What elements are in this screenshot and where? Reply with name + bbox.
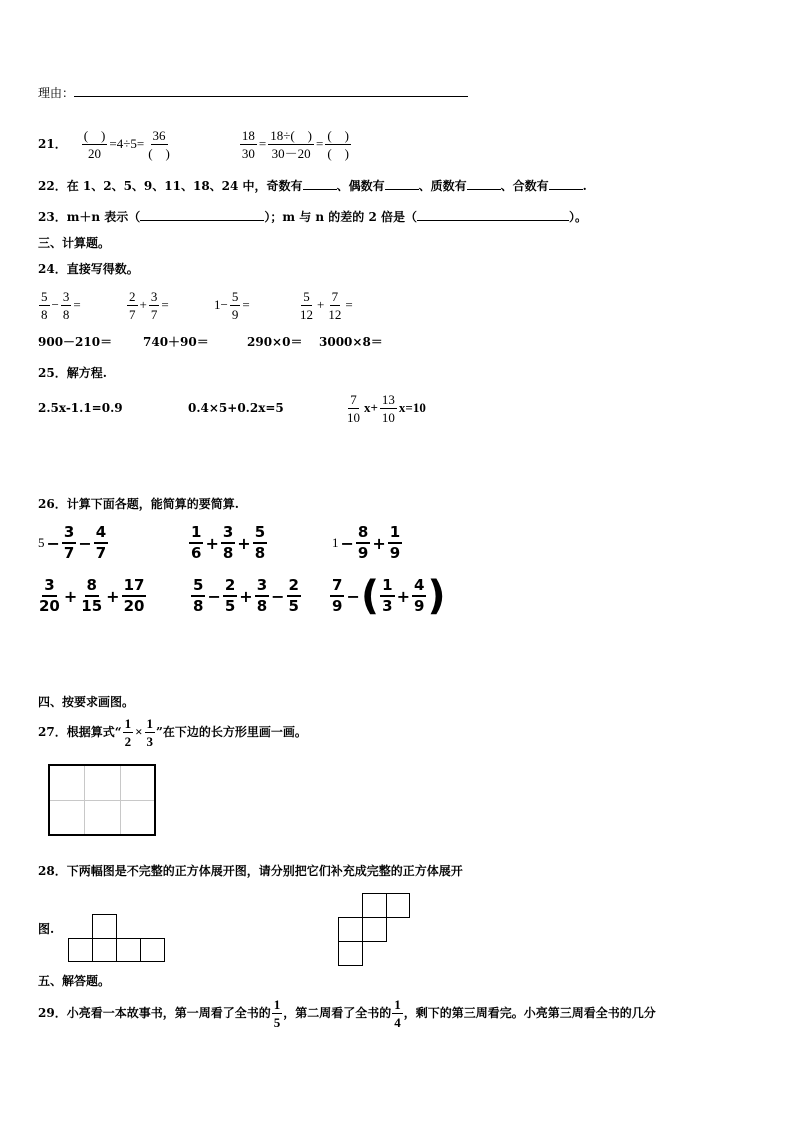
cube-net-2[interactable] — [338, 893, 410, 966]
fraction — [94, 524, 108, 562]
one-minus: 1− — [214, 297, 228, 312]
fraction-numerator: 8 — [85, 577, 99, 597]
q21-equation-2 — [239, 128, 352, 161]
fraction-denominator: 10 — [381, 409, 395, 425]
minus-sign: − — [78, 533, 92, 553]
minus-sign: − — [346, 586, 360, 606]
plus-sign: + — [106, 586, 120, 606]
fraction — [39, 289, 50, 322]
fraction-denominator: 5 — [288, 597, 299, 615]
q22-text: 在 1、2、5、9、11、18、24 中，奇数有 — [66, 179, 303, 193]
q26-problem-1 — [37, 522, 109, 564]
q25-title: 25．解方程. — [38, 366, 107, 380]
q26-problem-3 — [331, 522, 403, 564]
q24-fraction-3 — [213, 285, 251, 325]
fraction-numerator: 4 — [94, 524, 108, 544]
fraction — [223, 577, 237, 615]
fraction-numerator: 5 — [231, 288, 239, 304]
fraction — [412, 577, 426, 615]
plus-sign: + — [139, 297, 147, 312]
fraction — [298, 289, 315, 322]
q29-text-a: 小亮看一本故事书，第一周看了全书的 — [66, 1006, 271, 1020]
fraction — [145, 716, 156, 749]
fraction-denominator: 10 — [347, 409, 360, 425]
fraction — [122, 577, 147, 615]
net-square — [362, 917, 387, 942]
q24-calc-2: 740＋90＝ — [143, 335, 209, 349]
fraction-denominator: 3 — [382, 597, 393, 615]
fraction-denominator: 7 — [63, 544, 75, 562]
equals-sign: = — [316, 136, 324, 151]
fraction — [149, 289, 160, 322]
q29-number: 29． — [38, 1006, 67, 1020]
fraction-numerator: 7 — [330, 577, 344, 597]
difference-blank[interactable] — [417, 208, 569, 221]
m-plus-n-blank[interactable] — [140, 208, 264, 221]
fraction-denominator: 7 — [95, 544, 107, 562]
plus-sign: + — [63, 586, 78, 606]
net-square — [140, 938, 165, 962]
fraction-numerator: 3 — [221, 524, 235, 544]
odd-blank[interactable] — [303, 177, 337, 190]
fraction — [255, 577, 269, 615]
q23-text-a: m＋n 表示（ — [66, 210, 141, 224]
fraction-denominator: 8 — [222, 544, 234, 562]
fraction-numerator: 1 — [380, 577, 394, 597]
q21-number: 21． — [38, 137, 67, 151]
fraction-numerator: 5 — [41, 288, 48, 304]
net-square — [116, 938, 141, 962]
q25-equation-1: 2.5x-1.1=0.9 — [38, 401, 123, 415]
q24-fraction-1 — [38, 285, 82, 325]
fraction-numerator: 1 — [273, 996, 281, 1012]
fraction-denominator: 8 — [62, 306, 70, 322]
fraction-numerator: 18 — [241, 127, 255, 143]
minus-sign: − — [207, 586, 221, 606]
q24-calc-1: 900－210＝ — [38, 335, 113, 349]
q22-even-label: 、偶数有 — [336, 179, 385, 193]
fraction — [345, 392, 362, 425]
fraction-numerator: 3 — [150, 288, 158, 304]
prime-blank[interactable] — [467, 177, 501, 190]
q22-number: 22． — [38, 179, 67, 193]
fraction — [287, 577, 301, 615]
fraction-numerator: 5 — [191, 577, 205, 597]
fraction-denominator: 5 — [273, 1014, 281, 1030]
fraction-denominator: 20 — [123, 597, 145, 615]
fraction-numerator-blank[interactable]: 18÷( ) — [270, 127, 312, 143]
fraction-denominator: 9 — [389, 544, 401, 562]
q25-equation-3 — [344, 388, 427, 428]
q29-text-c: ，剩下的第三周看完。小亮第三周看全书的几分 — [403, 1006, 656, 1020]
q26-problem-6 — [329, 572, 446, 620]
fraction-numerator: 36 — [152, 127, 166, 143]
question-23 — [38, 208, 587, 225]
plus-sign: + — [237, 533, 251, 553]
fraction-denominator: 9 — [357, 544, 369, 562]
net-square — [92, 938, 117, 962]
fraction-numerator: 1 — [189, 524, 203, 544]
grid-line — [50, 800, 154, 801]
fraction — [62, 524, 76, 562]
fraction-numerator: 5 — [253, 524, 267, 544]
fraction — [123, 716, 134, 749]
minus-sign: − — [271, 586, 285, 606]
fraction-denominator: 30 — [241, 145, 255, 161]
q24-calc-3: 290×0＝ — [247, 335, 303, 349]
fraction-denominator: 4 — [394, 1014, 401, 1030]
fraction-numerator: 2 — [287, 577, 301, 597]
fraction — [79, 577, 104, 615]
fraction-numerator: 3 — [62, 288, 70, 304]
equals-sign: = — [258, 136, 267, 151]
q22-composite-label: 、合数有 — [500, 179, 549, 193]
fraction-numerator: 4 — [412, 577, 426, 597]
even-blank[interactable] — [385, 177, 419, 190]
q25-equation-2: 0.4×5+0.2x=5 — [188, 401, 284, 415]
fraction-denominator: 2 — [124, 733, 132, 749]
fraction — [191, 577, 205, 615]
net-square — [386, 893, 410, 918]
q24-title: 24．直接写得数。 — [38, 262, 139, 276]
q23-text-b: ）；m 与 n 的差的 2 倍是（ — [264, 210, 417, 224]
net-square — [338, 941, 363, 966]
q28-tail: 图. — [38, 922, 55, 936]
fraction — [253, 524, 267, 562]
fraction-numerator: 7 — [331, 288, 339, 304]
fraction-denominator: 8 — [256, 597, 268, 615]
q22-end: . — [582, 179, 587, 193]
fraction — [230, 289, 241, 322]
fraction — [380, 577, 394, 615]
fraction-numerator: 5 — [303, 288, 310, 304]
q23-number: 23． — [38, 210, 67, 224]
fraction — [272, 997, 283, 1030]
fraction — [388, 524, 402, 562]
equals-sign: = — [161, 297, 169, 312]
q21-fraction — [82, 128, 108, 161]
fraction-numerator: 8 — [356, 524, 370, 544]
fraction-numerator-blank[interactable]: ( ) — [83, 127, 106, 143]
q27-post: ”在下边的长方形里画一画。 — [156, 725, 307, 739]
fraction-denominator: 20 — [88, 145, 102, 161]
q26-problem-5 — [190, 574, 302, 618]
section-4-title: 四、按要求画图。 — [38, 695, 135, 709]
section-5-title: 五、解答题。 — [38, 974, 111, 988]
fraction — [127, 289, 138, 322]
net-square — [92, 914, 117, 939]
q24-calc-4: 3000×8＝ — [319, 335, 383, 349]
equals-sign: = — [345, 297, 353, 312]
equals-sign: = — [242, 297, 250, 312]
fraction-denominator: 8 — [41, 306, 48, 322]
fraction-numerator: 7 — [350, 391, 357, 407]
fraction-numerator: 13 — [381, 391, 395, 407]
fraction-denominator: 30－20 — [271, 145, 311, 161]
fraction-denominator: 9 — [332, 597, 343, 615]
q21-equation-1 — [81, 128, 173, 161]
net-square — [68, 938, 93, 962]
fraction — [392, 997, 403, 1030]
fraction-denominator: 7 — [150, 306, 158, 322]
net-square — [362, 893, 387, 918]
fraction-numerator: 1 — [394, 996, 401, 1012]
plus-sign: + — [239, 586, 253, 606]
fraction — [326, 289, 343, 322]
fraction-numerator: 1 — [146, 715, 154, 731]
q21-fraction — [240, 128, 257, 161]
q21-mid-expression: =4÷5= — [109, 136, 145, 151]
fraction — [189, 524, 203, 562]
q26-problem-4 — [36, 574, 147, 618]
fraction-denominator: 9 — [413, 597, 425, 615]
q21-fraction — [325, 128, 351, 161]
plus-sign: + — [372, 533, 386, 553]
fraction-denominator: 6 — [191, 544, 202, 562]
minus-sign: − — [46, 533, 60, 553]
q26-title: 26．计算下面各题，能简算的要简算. — [38, 497, 239, 511]
section-3-title: 三、计算题。 — [38, 236, 111, 250]
fraction — [37, 577, 62, 615]
right-parenthesis: ) — [427, 573, 446, 619]
q24-fraction-2 — [126, 285, 170, 325]
fraction-denominator: 8 — [193, 597, 204, 615]
question-21 — [38, 124, 352, 164]
fraction-denominator: 3 — [146, 733, 154, 749]
q26-problem-2 — [188, 522, 268, 564]
net-square — [338, 917, 363, 942]
fraction-denominator-blank[interactable]: ( ) — [148, 145, 170, 161]
fraction-denominator-blank[interactable]: ( ) — [327, 145, 350, 161]
drawing-rectangle[interactable] — [48, 764, 156, 836]
fraction-denominator: 9 — [231, 306, 239, 322]
fraction — [221, 524, 235, 562]
lead-number: 5 — [38, 535, 45, 550]
equals-sign: = — [73, 297, 81, 312]
plus-sign: + — [205, 533, 219, 553]
fraction-numerator: 1 — [388, 524, 402, 544]
q21-fraction — [146, 128, 172, 161]
lead-number: 1 — [332, 535, 339, 550]
fraction — [380, 392, 397, 425]
minus-sign: − — [51, 297, 59, 312]
fraction-numerator: 1 — [124, 715, 132, 731]
question-29 — [38, 993, 656, 1033]
fraction — [61, 289, 72, 322]
fraction-denominator: 5 — [224, 597, 236, 615]
fraction-numerator: 2 — [129, 288, 136, 304]
fraction-numerator-blank[interactable]: ( ) — [327, 127, 350, 143]
q22-prime-label: 、质数有 — [418, 179, 467, 193]
question-27 — [38, 712, 307, 752]
fraction-numerator: 3 — [42, 577, 56, 597]
q24-fraction-4 — [297, 285, 354, 325]
q29-text-b: ，第二周看了全书的 — [283, 1006, 392, 1020]
fraction-denominator: 7 — [129, 306, 136, 322]
x-plus: x+ — [364, 400, 378, 415]
composite-blank[interactable] — [549, 177, 583, 190]
fraction-numerator: 3 — [255, 577, 269, 597]
fraction-numerator: 3 — [62, 524, 76, 544]
fraction — [330, 577, 344, 615]
reason-label: 理由： — [38, 86, 75, 100]
fraction-denominator: 20 — [39, 597, 60, 615]
fraction-denominator: 15 — [81, 597, 103, 615]
fraction — [356, 524, 370, 562]
q21-fraction — [268, 128, 314, 161]
fraction-denominator: 12 — [300, 306, 313, 322]
q28-text: 28．下两幅图是不完整的正方体展开图，请分别把它们补充成完整的正方体展开 — [38, 864, 463, 878]
fraction-numerator: 17 — [122, 577, 147, 597]
x-equals-ten: x=10 — [398, 400, 426, 415]
fraction-numerator: 2 — [223, 577, 237, 597]
reason-answer-blank[interactable] — [74, 84, 468, 97]
left-parenthesis: ( — [360, 573, 380, 619]
question-22 — [38, 177, 587, 194]
plus-sign: + — [396, 586, 410, 606]
reason-line — [38, 84, 468, 101]
q27-pre: 根据算式“ — [66, 725, 122, 739]
times-sign: × — [135, 724, 143, 739]
cube-net-1[interactable] — [68, 914, 165, 962]
minus-sign: − — [340, 533, 354, 553]
q23-text-c: ）。 — [568, 210, 587, 224]
plus-sign: + — [317, 297, 325, 312]
fraction-denominator: 8 — [254, 544, 266, 562]
q27-number: 27． — [38, 725, 67, 739]
fraction-denominator: 12 — [328, 306, 342, 322]
